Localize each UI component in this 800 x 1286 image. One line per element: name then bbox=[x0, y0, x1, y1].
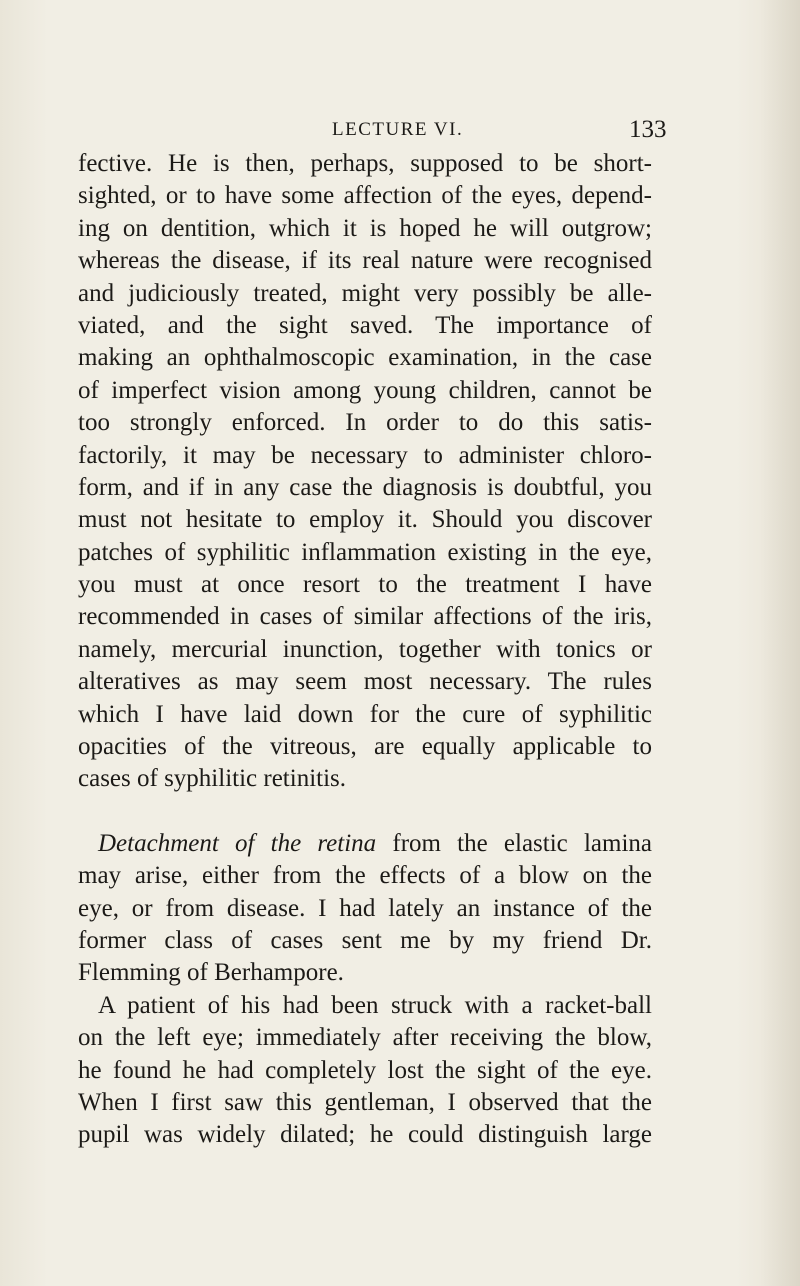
text-line: factorily, it may be necessary to administer chloro- bbox=[78, 441, 652, 469]
running-head bbox=[0, 110, 800, 150]
text-line: cases of syphilitic retinitis. bbox=[78, 765, 347, 793]
text-line: former class of cases sent me by my friend Dr. bbox=[78, 926, 652, 954]
text-line: A patient of his had been struck with a racket-ball bbox=[98, 991, 652, 1019]
text-line: and judiciously treated, might very possibly be alle- bbox=[78, 279, 652, 307]
text-line: pupil was widely dilated; he could distinguish large bbox=[78, 1121, 652, 1149]
text-line: eye, or from disease. I had lately an instance of the bbox=[78, 894, 652, 922]
text-line: Flemming of Berhampore. bbox=[78, 959, 344, 987]
text-line: must not hesitate to employ it. Should you discover bbox=[78, 506, 652, 534]
text-line: may arise, either from the effects of a blow on the bbox=[78, 862, 652, 890]
text-fragment: from the elastic lamina bbox=[376, 829, 652, 857]
text-line: recommended in cases of similar affections of the iris, bbox=[78, 603, 652, 631]
text-line: patches of syphilitic inflammation existing in the eye, bbox=[78, 538, 652, 566]
text-line: namely, mercurial inunction, together with tonics or bbox=[78, 635, 652, 663]
text-line: When I first saw this gentleman, I observed that the bbox=[78, 1088, 652, 1116]
text-line bbox=[78, 828, 652, 860]
text-line: you must at once resort to the treatment I have bbox=[78, 571, 652, 599]
running-head-title: LECTURE VI. bbox=[332, 119, 464, 140]
text-line: he found he had completely lost the sight of the eye. bbox=[78, 1056, 652, 1084]
paragraph-gap bbox=[78, 796, 652, 828]
text-line: form, and if in any case the diagnosis is doubtful, you bbox=[78, 473, 652, 501]
text-line: opacities of the vitreous, are equally applicable to bbox=[78, 733, 652, 761]
text-line: sighted, or to have some affection of the eyes, depend- bbox=[78, 182, 652, 210]
text-line: alteratives as may seem most necessary. The rules bbox=[78, 668, 652, 696]
text-line: of imperfect vision among young children, cannot be bbox=[78, 376, 652, 404]
page-number: 133 bbox=[629, 116, 667, 143]
text-line: fective. He is then, perhaps, supposed to be short- bbox=[78, 150, 652, 177]
page-edge-shadow bbox=[760, 0, 800, 1286]
text-line: which I have laid down for the cure of syphilitic bbox=[78, 700, 652, 728]
text-line: viated, and the sight saved. The importance of bbox=[78, 311, 652, 339]
text-line: too strongly enforced. In order to do this satis- bbox=[78, 409, 652, 437]
section-heading-italic: Detachment of the retina bbox=[98, 829, 377, 857]
text-line: on the left eye; immediately after receiving the blow, bbox=[78, 1024, 652, 1052]
text-line: whereas the disease, if its real nature were recognised bbox=[78, 247, 652, 275]
text-line: making an ophthalmoscopic examination, in the case bbox=[78, 344, 652, 372]
body-text bbox=[78, 148, 652, 1152]
text-line: ing on dentition, which it is hoped he will outgrow; bbox=[78, 214, 652, 242]
